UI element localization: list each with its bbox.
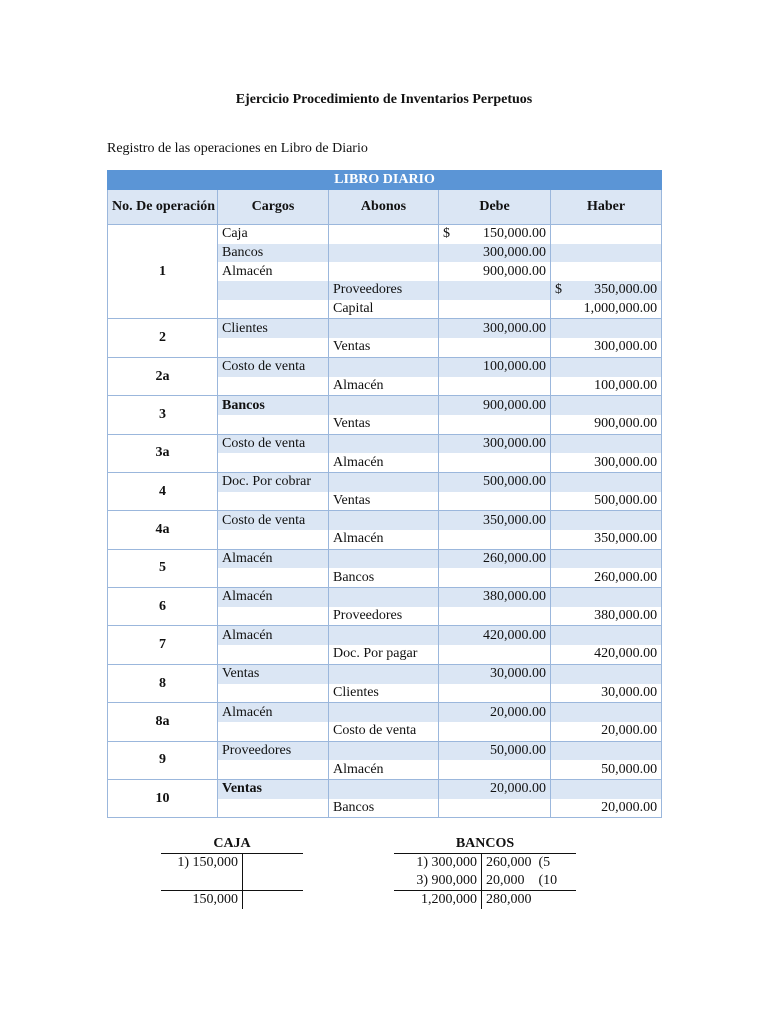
table-row	[108, 664, 662, 683]
operation-number: 6	[108, 588, 218, 626]
abono-cell	[329, 396, 439, 415]
abono-cell	[329, 588, 439, 607]
haber-cell	[551, 741, 662, 760]
table-header-row	[108, 190, 662, 225]
t-account-total-row	[394, 890, 576, 909]
debit-total: 150,000	[161, 891, 243, 909]
haber-cell: 900,000.00	[551, 415, 662, 434]
debit-entry	[161, 872, 243, 890]
abono-cell	[329, 703, 439, 722]
haber-cell	[551, 664, 662, 683]
cargo-cell: Almacén	[218, 626, 329, 645]
cargo-cell	[218, 799, 329, 818]
abono-cell	[329, 434, 439, 453]
credit-entry	[243, 872, 303, 890]
haber-cell: 20,000.00	[551, 722, 662, 741]
table-row	[108, 396, 662, 415]
abono-cell	[329, 511, 439, 530]
table-row	[108, 779, 662, 798]
debe-cell: 420,000.00	[439, 626, 551, 645]
haber-cell: 100,000.00	[551, 377, 662, 396]
cargo-cell: Ventas	[218, 779, 329, 798]
credit-entry: 20,000 (10	[486, 873, 558, 888]
table-body	[108, 225, 662, 818]
abono-cell: Almacén	[329, 453, 439, 472]
abono-cell	[329, 472, 439, 491]
t-account-grid	[161, 853, 303, 909]
cargo-cell	[218, 760, 329, 779]
operation-number: 9	[108, 741, 218, 779]
cargo-cell: Costo de venta	[218, 511, 329, 530]
header-debe: Debe	[439, 190, 551, 225]
debit-total: 1,200,000	[394, 891, 482, 909]
cargo-cell	[218, 568, 329, 587]
cargo-cell: Ventas	[218, 664, 329, 683]
haber-cell	[551, 225, 662, 244]
abono-cell: Capital	[329, 300, 439, 319]
abono-cell: Almacén	[329, 760, 439, 779]
operation-number: 4	[108, 472, 218, 510]
abono-cell: Bancos	[329, 568, 439, 587]
haber-cell	[551, 588, 662, 607]
abono-cell	[329, 225, 439, 244]
debe-cell: 500,000.00	[439, 472, 551, 491]
cargo-cell: Caja	[218, 225, 329, 244]
cargo-cell: Almacén	[218, 588, 329, 607]
cargo-cell: Almacén	[218, 262, 329, 281]
t-account-row	[161, 872, 303, 890]
debe-cell: 20,000.00	[439, 779, 551, 798]
abono-cell	[329, 262, 439, 281]
operation-number: 4a	[108, 511, 218, 549]
operation-number: 1	[108, 225, 218, 319]
cargo-cell	[218, 281, 329, 300]
haber-cell	[551, 703, 662, 722]
haber-cell: 420,000.00	[551, 645, 662, 664]
debe-cell	[439, 568, 551, 587]
abono-cell	[329, 741, 439, 760]
abono-cell	[329, 664, 439, 683]
operation-number: 3a	[108, 434, 218, 472]
haber-cell	[551, 434, 662, 453]
haber-cell	[551, 511, 662, 530]
abono-cell: Almacén	[329, 377, 439, 396]
t-account-row	[161, 854, 303, 872]
operation-number: 2	[108, 319, 218, 357]
credit-total	[243, 891, 303, 909]
cargo-cell	[218, 722, 329, 741]
debe-cell: 30,000.00	[439, 664, 551, 683]
header-cargos: Cargos	[218, 190, 329, 225]
abono-cell: Proveedores	[329, 281, 439, 300]
credit-entry: 260,000 (5	[486, 855, 551, 870]
debe-cell	[439, 492, 551, 511]
document-title: Ejercicio Procedimiento de Inventarios Perpetuos	[235, 92, 533, 107]
haber-cell: 30,000.00	[551, 684, 662, 703]
header-operacion: No. De operación	[108, 190, 218, 225]
haber-amount: 350,000.00	[594, 282, 658, 298]
cargo-cell	[218, 645, 329, 664]
cargo-cell: Proveedores	[218, 741, 329, 760]
table-row	[108, 549, 662, 568]
debe-cell	[439, 453, 551, 472]
table-row	[108, 434, 662, 453]
debe-cell: 260,000.00	[439, 549, 551, 568]
t-account-caja	[161, 835, 303, 909]
debe-cell	[439, 684, 551, 703]
debe-cell	[439, 607, 551, 626]
haber-cell: 500,000.00	[551, 492, 662, 511]
abono-cell: Ventas	[329, 492, 439, 511]
haber-cell: 300,000.00	[551, 453, 662, 472]
cargo-cell	[218, 415, 329, 434]
debe-cell: 300,000.00	[439, 434, 551, 453]
table-row	[108, 741, 662, 760]
debe-cell: 50,000.00	[439, 741, 551, 760]
abono-cell: Proveedores	[329, 607, 439, 626]
currency-sign: $	[443, 226, 450, 242]
debe-cell: 300,000.00	[439, 319, 551, 338]
cargo-cell: Clientes	[218, 319, 329, 338]
haber-cell	[551, 472, 662, 491]
cargo-cell: Bancos	[218, 244, 329, 263]
abono-cell	[329, 626, 439, 645]
cargo-cell: Bancos	[218, 396, 329, 415]
header-haber: Haber	[551, 190, 662, 225]
haber-cell: 20,000.00	[551, 799, 662, 818]
cargo-cell: Almacén	[218, 549, 329, 568]
t-account-grid	[394, 853, 576, 909]
haber-cell: 350,000.00	[551, 530, 662, 549]
t-account-title: BANCOS	[455, 836, 515, 851]
cargo-cell: Almacén	[218, 703, 329, 722]
debe-cell: 900,000.00	[439, 262, 551, 281]
abono-cell	[329, 357, 439, 376]
t-account-title: CAJA	[213, 836, 251, 851]
t-account-total-row	[161, 890, 303, 909]
header-abonos: Abonos	[329, 190, 439, 225]
table-row	[108, 472, 662, 491]
table-banner: LIBRO DIARIO	[108, 171, 662, 190]
t-account-row	[394, 854, 576, 872]
debe-cell: 380,000.00	[439, 588, 551, 607]
debe-cell	[439, 225, 551, 244]
operation-number: 10	[108, 779, 218, 817]
operation-number: 2a	[108, 357, 218, 395]
table-row	[108, 511, 662, 530]
cargo-cell: Costo de venta	[218, 434, 329, 453]
abono-cell	[329, 319, 439, 338]
t-account-bancos	[394, 835, 576, 909]
debe-amount: 150,000.00	[483, 226, 546, 242]
debe-cell: 100,000.00	[439, 357, 551, 376]
haber-cell	[551, 319, 662, 338]
abono-cell	[329, 549, 439, 568]
haber-cell	[551, 262, 662, 281]
cargo-cell	[218, 453, 329, 472]
cargo-cell	[218, 530, 329, 549]
operation-number: 5	[108, 549, 218, 587]
debe-cell	[439, 645, 551, 664]
credit-total: 280,000	[486, 892, 532, 907]
table-row	[108, 357, 662, 376]
debe-cell	[439, 338, 551, 357]
abono-cell: Bancos	[329, 799, 439, 818]
credit-entry	[243, 854, 303, 872]
haber-cell	[551, 281, 662, 300]
debe-cell	[439, 281, 551, 300]
abono-cell: Costo de venta	[329, 722, 439, 741]
currency-sign: $	[555, 282, 562, 298]
haber-cell	[551, 779, 662, 798]
section-subtitle: Registro de las operaciones en Libro de Diario	[107, 141, 368, 156]
debit-entry: 3) 900,000	[394, 872, 482, 890]
abono-cell: Almacén	[329, 530, 439, 549]
haber-cell: 380,000.00	[551, 607, 662, 626]
table-row	[108, 626, 662, 645]
cargo-cell	[218, 607, 329, 626]
table-row	[108, 588, 662, 607]
haber-cell: 300,000.00	[551, 338, 662, 357]
cargo-cell	[218, 684, 329, 703]
debe-cell: 300,000.00	[439, 244, 551, 263]
cargo-cell	[218, 300, 329, 319]
debe-cell	[439, 799, 551, 818]
debe-cell	[439, 760, 551, 779]
debe-cell	[439, 377, 551, 396]
abono-cell: Ventas	[329, 415, 439, 434]
haber-cell	[551, 244, 662, 263]
debe-cell: 20,000.00	[439, 703, 551, 722]
cargo-cell: Costo de venta	[218, 357, 329, 376]
cargo-cell	[218, 492, 329, 511]
table-row	[108, 703, 662, 722]
debe-cell	[439, 722, 551, 741]
haber-cell: 1,000,000.00	[551, 300, 662, 319]
abono-cell: Clientes	[329, 684, 439, 703]
debit-entry: 1) 300,000	[394, 854, 482, 872]
haber-cell	[551, 626, 662, 645]
debe-cell: 900,000.00	[439, 396, 551, 415]
operation-number: 8	[108, 664, 218, 702]
table-row	[108, 225, 662, 244]
cargo-cell	[218, 377, 329, 396]
t-account-row	[394, 872, 576, 890]
haber-cell: 260,000.00	[551, 568, 662, 587]
libro-diario-table	[107, 170, 662, 818]
abono-cell: Doc. Por pagar	[329, 645, 439, 664]
haber-cell	[551, 357, 662, 376]
debit-entry: 1) 150,000	[161, 854, 243, 872]
haber-cell	[551, 549, 662, 568]
debe-cell	[439, 300, 551, 319]
abono-cell: Ventas	[329, 338, 439, 357]
debe-cell	[439, 415, 551, 434]
operation-number: 3	[108, 396, 218, 434]
abono-cell	[329, 244, 439, 263]
debe-cell: 350,000.00	[439, 511, 551, 530]
table-row	[108, 319, 662, 338]
haber-cell	[551, 396, 662, 415]
abono-cell	[329, 779, 439, 798]
cargo-cell	[218, 338, 329, 357]
operation-number: 7	[108, 626, 218, 664]
haber-cell: 50,000.00	[551, 760, 662, 779]
operation-number: 8a	[108, 703, 218, 741]
debe-cell	[439, 530, 551, 549]
cargo-cell: Doc. Por cobrar	[218, 472, 329, 491]
